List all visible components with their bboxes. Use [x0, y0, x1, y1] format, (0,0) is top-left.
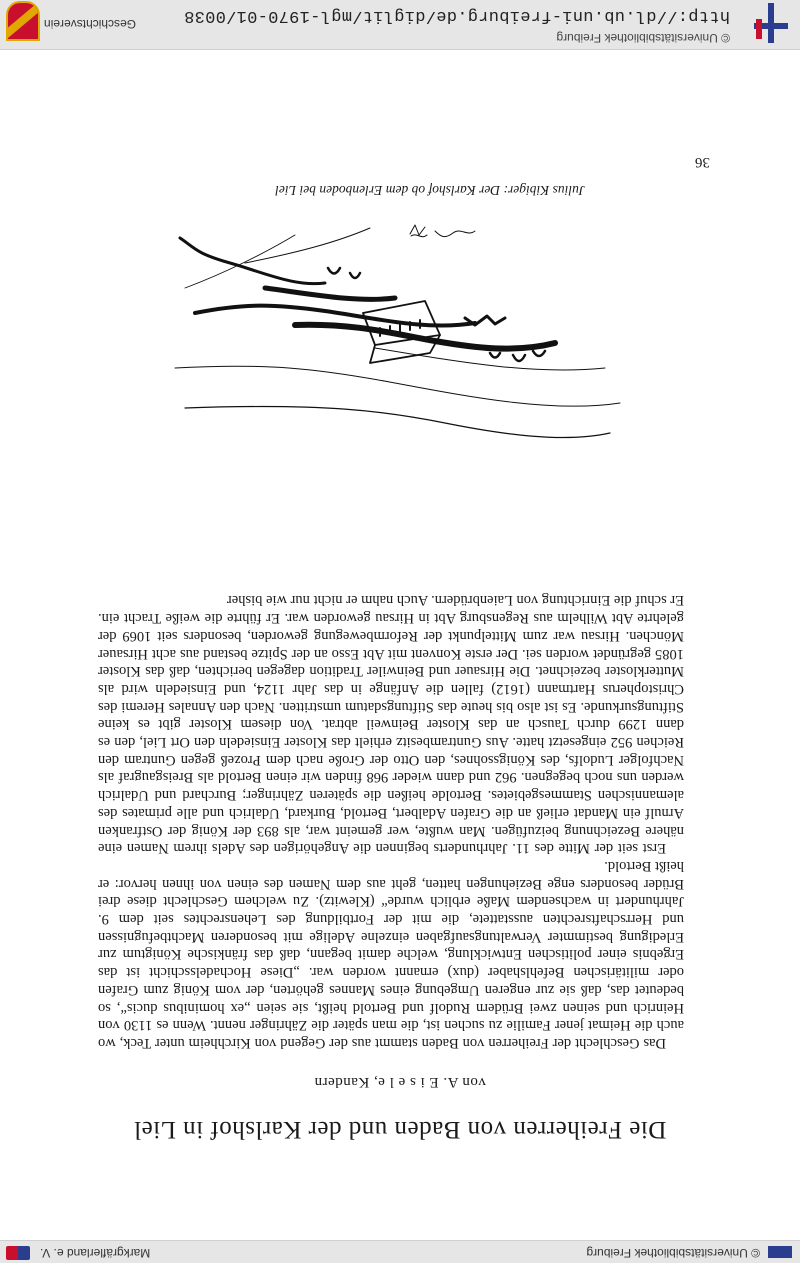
- viewer-top-bar: [0, 1240, 800, 1263]
- page-number: 36: [695, 154, 710, 170]
- karlshof-sketch-illustration: [170, 198, 625, 463]
- article-body: [98, 591, 684, 1051]
- illustration-caption: Julius Kibiger: Der Karlshof ob dem Erlenboden bei Liel: [275, 183, 585, 198]
- university-logo-icon: [752, 3, 788, 43]
- paragraph: Das Geschlecht der Freiherren von Baden stammt aus der Gegend von Kirchheim unter Teck, wo auch die Heimat jener Familie zu suchen ist, die man später die Zähringer nennt. Wenn es 1130 von Heinrich und seinen zwei Brüdern Rudolf und Bertold heißt, sie seien „ex hominibus ducis“, so bedeutet das, daß sie zur engeren Umgebung eines Mannes gehörten, der vom König zum Grafen oder militärischen Befehlshaber (dux) ernannt worden war. „Diese Hochadelsschicht ist das Ergebnis einer politischen Entwicklung, welche damit begann, daß das fränkische Königtum zur Erledigung bestimmter Verwaltungsaufgaben einzelne Adelige mit besonderen Machtbefugnissen und Herrschaftsrechten ausstattete, die mit der Fortbildung des Lehensrechtes seit dem 9. Jahrhundert in wachsendem Maße erblich wurde“ (Klewitz). Zu welchem Geschlecht diese drei Brüder besonders enge Beziehungen hatten, geht aus dem Namen des einen von ihnen hervor: er heißt Bertold.: [98, 857, 684, 1051]
- society-name-text: Markgräflerland e. V.: [40, 1246, 151, 1260]
- permalink-url[interactable]: http://dl.ub.uni-freiburg.de/diglit/mgl-1970-01/0038: [183, 6, 730, 25]
- society-logo-icon: [6, 1246, 30, 1260]
- society-label: Geschichtsverein: [44, 17, 137, 31]
- copyright-text-small: © Universitätsbibliothek Freiburg: [556, 31, 730, 45]
- article-author: von A. E i s e l e, Kandern: [314, 1074, 486, 1090]
- copyright-text: © Universitätsbibliothek Freiburg: [586, 1246, 760, 1260]
- paragraph: Erst seit der Mitte des 11. Jahrhunderts beginnen die Angehörigen des Adels ihrem Namen eine nähere Bezeichnung beizufügen. Man wußte, wer gemeint war, als 893 der König der Ostfranken Arnulf ein Mandat erließ an die Grafen Adalbert, Bertold, Burkard, Udalrich und alle primates des alemannischen Stammesgebietes. Bertolde heißen die späteren Zähringer; Burchard und Udalrich werden uns noch begegnen. 962 und dann wieder 968 finden wir einen Bertold als Breisgaugraf als Nachfolger Ludolfs, des Königssohnes, den Otto der Große nach dem Prozeß gegen Guntram den Reichen 952 eingesetzt hatte. Aus Guntrambesitz erhielt das Kloster Einsiedeln den Ort Liel, den es dann 1299 durch Tausch an das Kloster Beinweil abtrat. Von diesem Kloster gibt es keine Stiftungsurkunde. Es ist also bis heute das Stiftungsdatum umstritten. Nach den Annales Heremi des Christopherus Hartmann (1612) fallen die Anfänge in das Jahr 1124, und Einsiedeln wird als Mutterkloster bezeichnet. Die Hirsauer und Beinwiler Tradition dagegen berichten, daß das Kloster 1085 gegründet worden sei. Der erste Konvent mit Abt Esso an der Spitze bestand aus acht Hirsauer Mönchen. Hirsau war zum Mittelpunkt der Reformbewegung geworden, besonders seit 1069 der gelehrte Abt Wilhelm aus Regensburg Abt in Hirsau geworden war. Er führte die weiße Tracht ein. Er schuf die Einrichtung von Laienbrüdern. Auch nahm er nicht nur wie bisher: [98, 592, 684, 857]
- viewer-bottom-bar: [0, 0, 800, 50]
- library-logo-icon: [768, 1246, 792, 1258]
- article-title: Die Freiherren von Baden und der Karlshof in Liel: [133, 1116, 667, 1143]
- coat-of-arms-icon: [6, 1, 40, 41]
